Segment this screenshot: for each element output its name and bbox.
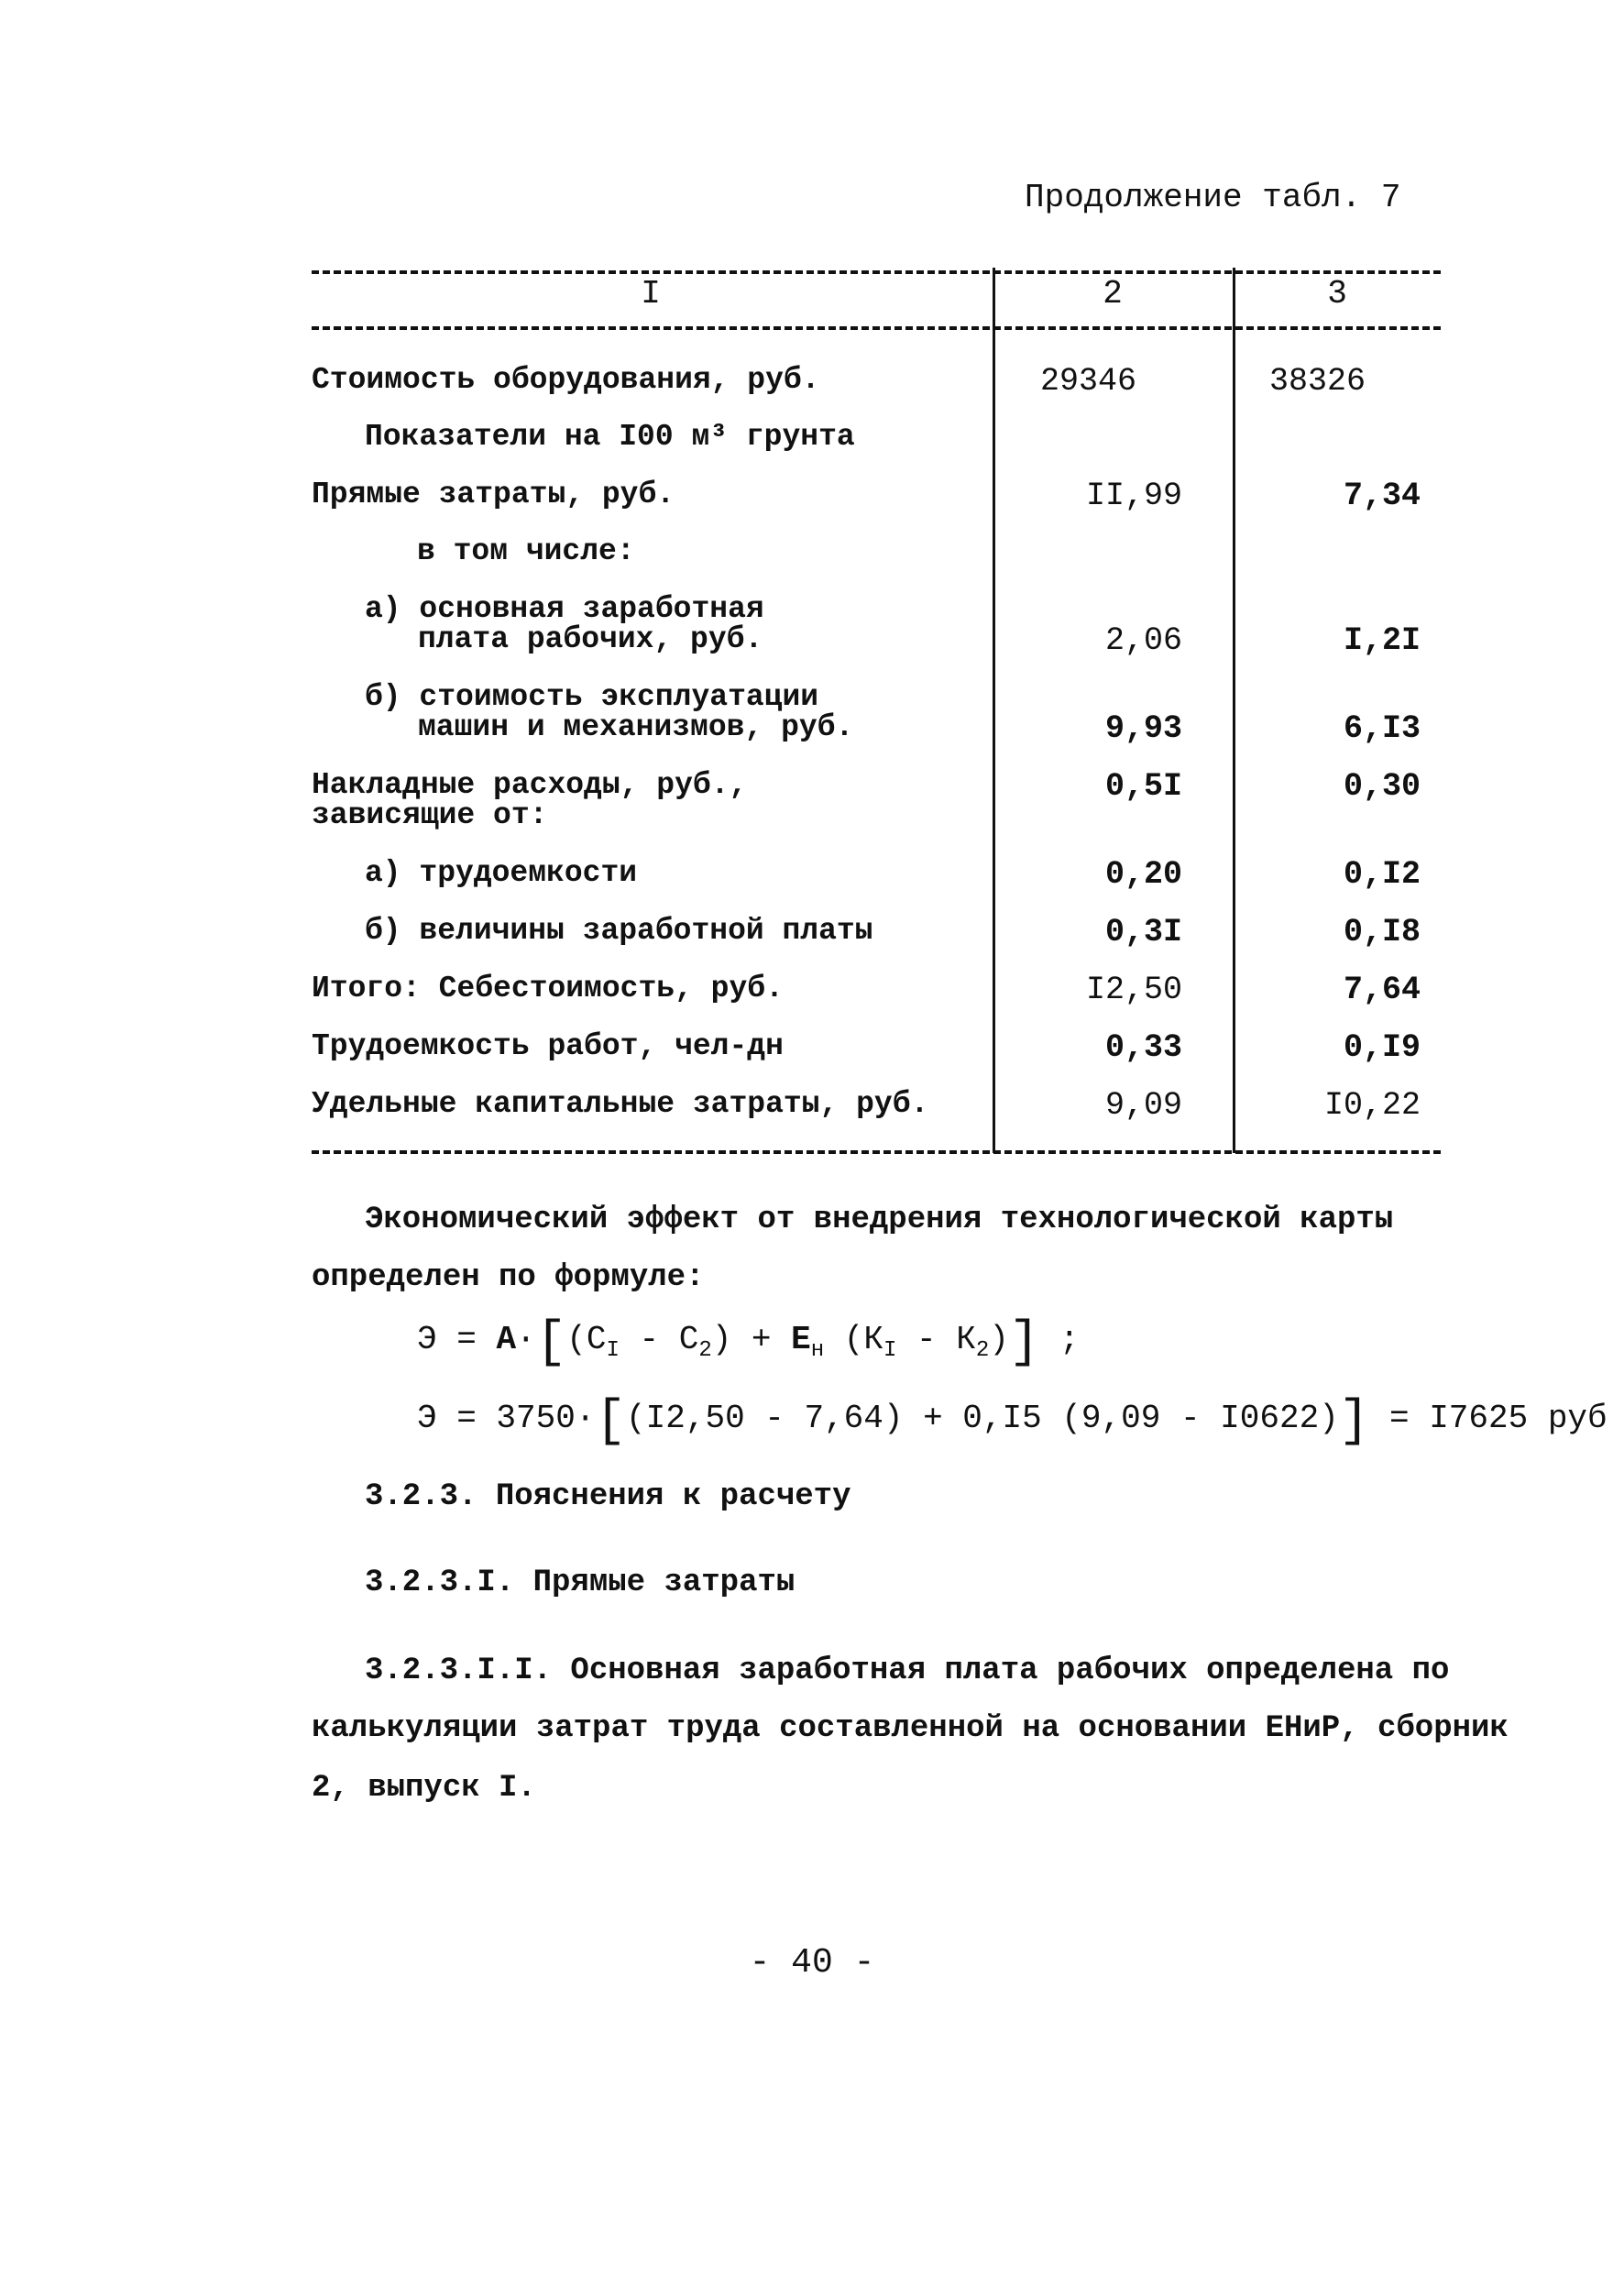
cell-value: 0,I2: [1343, 856, 1421, 893]
table-header-rule: [312, 326, 1441, 330]
paragraph-line: калькуляции затрат труда составленной на основании ЕНиР, сборник: [312, 1711, 1509, 1746]
cell-value: 38326: [1268, 363, 1366, 400]
page-number: - 40 -: [749, 1943, 875, 1983]
column-divider-2: [1233, 268, 1235, 1153]
row-label-continued: плата рабочих, руб.: [418, 622, 763, 656]
cell-value: 7,64: [1343, 972, 1421, 1008]
cell-value: I0,22: [1323, 1087, 1421, 1124]
table-top-rule: [312, 270, 1441, 274]
cell-value: 0,I9: [1343, 1029, 1421, 1066]
cell-value: 6,I3: [1343, 710, 1421, 747]
cell-value: I2,50: [1085, 972, 1182, 1008]
column-header-1: I: [641, 275, 661, 313]
row-label: Накладные расходы, руб.,: [312, 768, 748, 802]
row-label: а) трудоемкости: [365, 856, 638, 890]
row-label: а) основная заработная: [365, 592, 764, 626]
cell-value: 0,5I: [1104, 768, 1182, 805]
column-divider-1: [993, 268, 995, 1153]
paragraph-line: определен по формуле:: [312, 1260, 705, 1295]
paragraph-line: Экономический эффект от внедрения технологической карты: [365, 1203, 1394, 1237]
cell-value: 9,93: [1104, 710, 1182, 747]
cell-value: 2,06: [1104, 622, 1182, 659]
cell-value: I,2I: [1343, 622, 1421, 659]
section-heading: 3.2.3. Пояснения к расчету: [365, 1479, 851, 1514]
cell-value: 0,I8: [1343, 914, 1421, 950]
cell-value: 29346: [1039, 363, 1136, 400]
table-bottom-rule: [312, 1150, 1441, 1154]
row-label-continued: зависящие от:: [312, 798, 548, 832]
paragraph-line: 3.2.3.I.I. Основная заработная плата рабочих определена по: [365, 1653, 1450, 1688]
column-header-2: 2: [1103, 275, 1123, 313]
row-label: Прямые затраты, руб.: [312, 478, 675, 511]
row-label: Стоимость оборудования, руб.: [312, 363, 820, 397]
cell-value: 0,30: [1343, 768, 1421, 805]
column-header-3: 3: [1327, 275, 1347, 313]
row-label: Удельные капитальные затраты, руб.: [312, 1087, 929, 1121]
cell-value: II,99: [1085, 478, 1182, 514]
table-caption: Продолжение табл. 7: [1025, 179, 1401, 216]
cell-value: 0,3I: [1104, 914, 1182, 950]
formula-calculation: Э = 3750·[(I2,50 - 7,64) + 0,I5 (9,09 - I0622)] = I7625 руб: [417, 1391, 1608, 1450]
cell-value: 0,33: [1104, 1029, 1182, 1066]
cell-value: 9,09: [1104, 1087, 1182, 1124]
cell-value: 0,20: [1104, 856, 1182, 893]
row-label-continued: машин и механизмов, руб.: [418, 710, 854, 744]
row-label: в том числе:: [417, 534, 635, 568]
row-label: Трудоемкость работ, чел-дн: [312, 1029, 784, 1063]
row-label: Итого: Себестоимость, руб.: [312, 972, 784, 1005]
formula-general: $Э = А\cdot[(С_I - С_2) + Е_н$ $(К_I - К_2)$] ;: [417, 1313, 1080, 1371]
section-heading: 3.2.3.I. Прямые затраты: [365, 1565, 796, 1600]
row-label: б) стоимость эксплуатации: [365, 680, 819, 714]
cell-value: 7,34: [1343, 478, 1421, 514]
row-label: Показатели на I00 м³ грунта: [365, 420, 855, 454]
row-label: б) величины заработной платы: [365, 914, 873, 948]
paragraph-line: 2, выпуск I.: [312, 1771, 536, 1806]
